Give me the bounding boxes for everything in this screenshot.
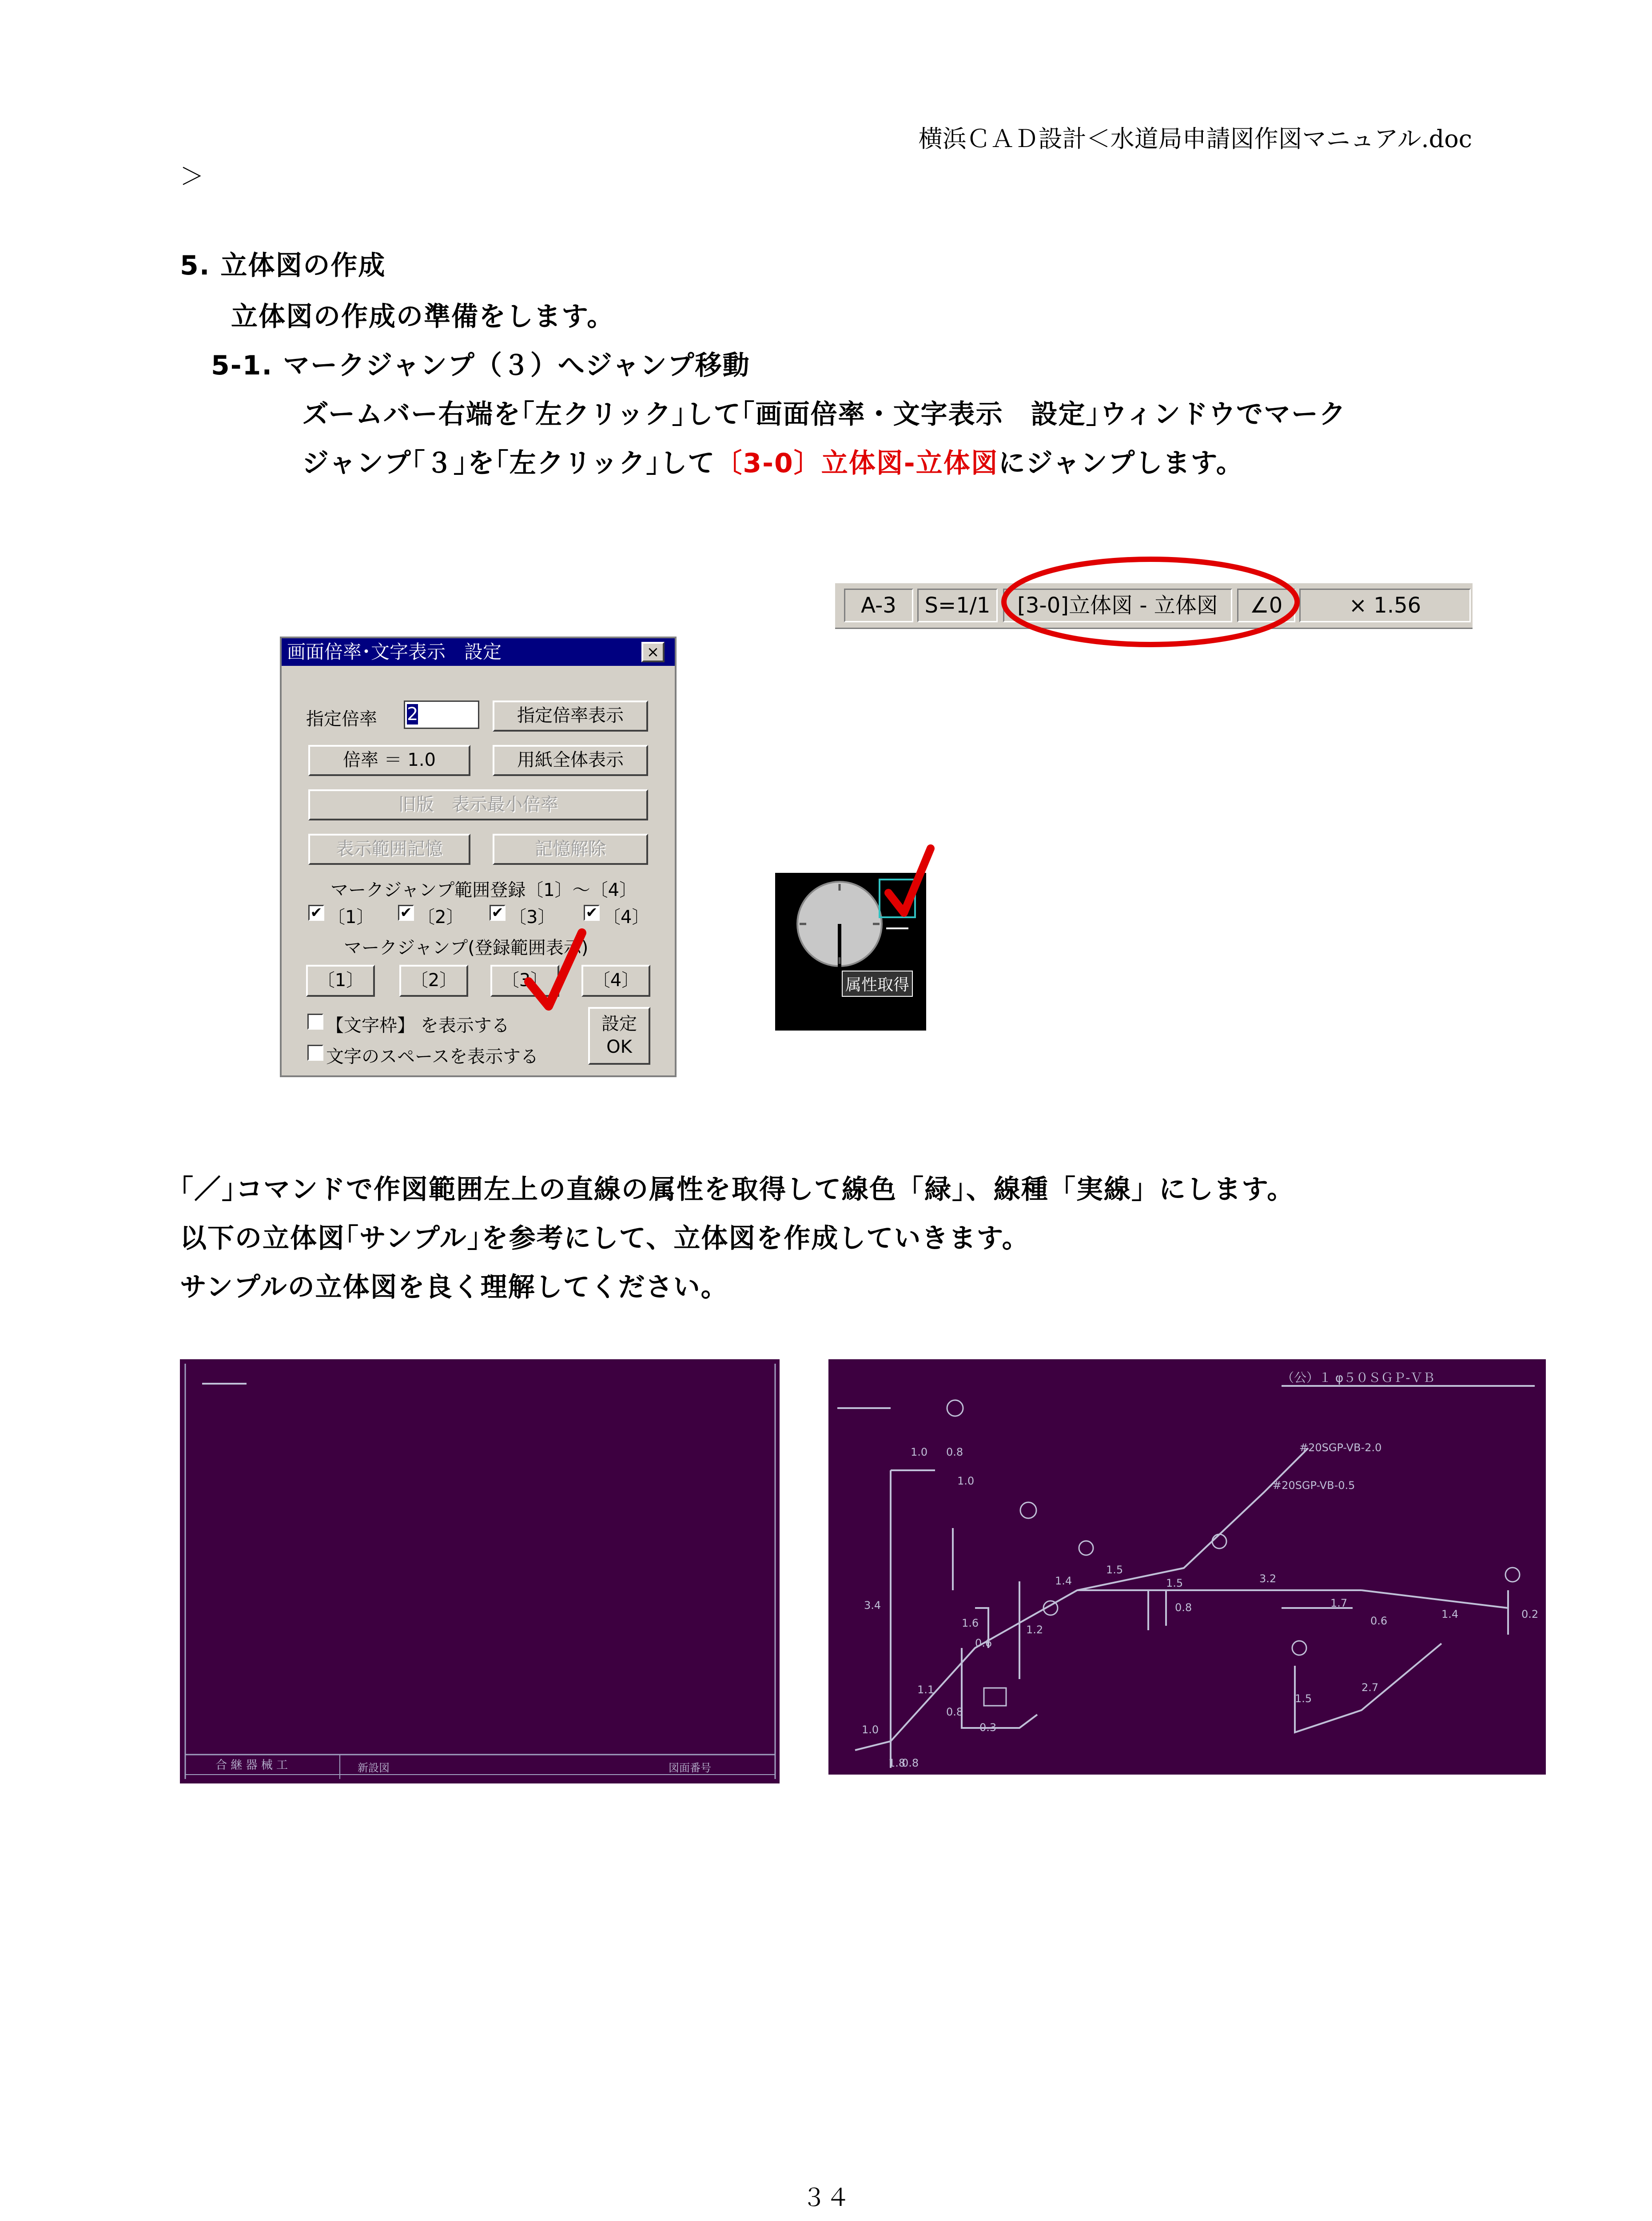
instruction-line-2-start: ジャンプ｢３｣を｢左クリック｣して [302,448,716,479]
dim-22: 0.3 [979,1721,997,1734]
zoom-ratio-cell[interactable]: × 1.56 [1299,589,1471,622]
title-block-label-1: 合 継 器 械 工 [215,1759,288,1772]
angle-cell[interactable]: ∠0 [1237,589,1295,622]
document-title: 横浜ＣＡＤ設計＜水道局申請図作図マニュアル.doc [918,125,1472,153]
clear-memory-button[interactable]: 記憶解除 [493,834,648,865]
show-space-label: 文字のスペースを表示する [326,1047,538,1067]
show-space-checkbox[interactable] [307,1045,323,1061]
pipe-label-3: #20SGP-VB-0.5 [1273,1479,1355,1492]
mark-check-3-label: 〔3〕 [509,907,556,927]
mark-check-1-label: 〔1〕 [327,907,374,927]
save-range-button[interactable]: 表示範囲記憶 [308,834,470,865]
close-icon[interactable]: × [641,642,665,662]
sample-isometric-screenshot [828,1359,1546,1775]
mark-check-4[interactable]: ✔ [584,905,600,921]
dim-6: 1.2 [1026,1624,1043,1636]
mark-check-4-label: 〔4〕 [603,907,650,927]
body-line-3: サンプルの立体図を良く理解してください。 [180,1272,728,1303]
instruction-line-2 [302,442,1244,480]
dim-3: 1.0 [957,1475,975,1487]
empty-drawing-screenshot [180,1359,780,1783]
mark-check-3[interactable]: ✔ [490,905,506,921]
dim-12: 1.7 [1330,1597,1348,1609]
section-intro: 立体図の作成の準備をします。 [231,301,615,332]
ok-button-line1: 設定 [601,1014,637,1034]
ok-button-line2: OK [606,1037,632,1057]
dialog-title: 画面倍率･文字表示 設定 [287,641,502,663]
instruction-line-2-end: にジャンプします。 [998,448,1244,479]
mark-jump-label: マークジャンプ(登録範囲表示) [344,938,589,958]
dim-7: 1.5 [1106,1564,1123,1576]
jump-button-4[interactable]: 〔4〕 [581,965,650,997]
scale-cell[interactable]: S=1/1 [917,589,998,622]
dim-4: 3.4 [864,1599,881,1612]
dim-23: 1.8 [888,1757,906,1769]
dialog-titlebar [282,638,675,666]
pipe-label-2: #20SGP-VB-2.0 [1299,1441,1382,1454]
rate-input[interactable]: 2 [404,701,479,729]
dim-24: 0.8 [902,1757,919,1769]
ok-button[interactable] [588,1007,650,1065]
dim-9: 1.5 [1166,1577,1183,1589]
dim-21: 1.0 [862,1723,879,1736]
dim-19: 1.1 [917,1684,935,1696]
jump-button-1[interactable]: 〔1〕 [306,965,375,997]
show-frame-checkbox[interactable] [307,1014,323,1030]
drawing-frame [180,1359,780,1783]
dim-1: 1.0 [911,1446,928,1458]
dim-10: 0.8 [1175,1601,1192,1614]
dim-14: 1.4 [1441,1608,1459,1620]
check-mark-icon [524,928,586,1017]
section-heading: 5. 立体図の作成 [180,250,386,281]
body-line-1: ｢／｣コマンドで作図範囲左上の直線の属性を取得して線色「緑」、線種「実線」にします。 [180,1174,1295,1205]
dim-20: 0.8 [946,1706,963,1718]
jump-button-3[interactable]: 〔3〕 [490,965,559,997]
dim-13: 0.6 [1370,1615,1388,1627]
dim-8: 1.4 [1055,1575,1072,1587]
paper-view-button[interactable]: 用紙全体表示 [493,745,648,776]
attribute-get-label: 属性取得 [842,971,913,997]
mark-check-2[interactable]: ✔ [398,905,414,921]
jump-target-link: 〔3-0〕立体図-立体図 [715,448,999,479]
dim-2: 0.8 [946,1446,963,1458]
check-mark-icon-2 [884,844,937,924]
continuation-mark: ＞ [180,163,204,191]
show-frame-label: 【文字枠】 を表示する [326,1015,510,1036]
layer-group-cell[interactable]: [3-0]立体図 - 立体図 [1003,589,1232,622]
scale-reset-button[interactable]: 倍率 ＝ 1.0 [308,745,470,776]
instruction-line-1: ズームバー右端を｢左クリック｣して｢画面倍率・文字表示 設定｣ウィンドウでマーク [302,399,1346,430]
min-scale-button[interactable]: 旧版 表示最小倍率 [308,789,648,820]
zoom-text-settings-dialog [280,637,677,1077]
dim-17: 1.5 [1295,1692,1312,1705]
highlight-ellipse [995,553,1306,651]
layer-cell[interactable]: A-3 [844,589,913,622]
mark-range-label: マークジャンプ範囲登録〔1〕～〔4〕 [330,880,637,900]
dim-11: 3.2 [1259,1572,1277,1585]
jump-button-2[interactable]: 〔2〕 [399,965,468,997]
subsection-heading: 5-1. マークジャンプ（３）へジャンプ移動 [211,350,750,381]
dim-18: 0.6 [975,1637,992,1649]
page-number: ３４ [802,2184,850,2212]
title-block-label-2: 新設図 [358,1762,390,1774]
dim-5: 1.6 [962,1617,979,1629]
pipe-spec-label: （公）１ φ５０ＳＧＰ-ＶＢ [1282,1370,1435,1385]
body-line-2: 以下の立体図｢サンプル｣を参考にして、立体図を作成していきます。 [180,1223,1030,1254]
dim-16: 2.7 [1361,1681,1379,1694]
title-block-label-3: 図面番号 [669,1762,711,1774]
apply-rate-button[interactable]: 指定倍率表示 [493,701,648,732]
mark-check-1[interactable]: ✔ [308,905,324,921]
dim-15: 0.2 [1521,1608,1539,1620]
rate-label: 指定倍率 [306,709,377,729]
mark-check-2-label: 〔2〕 [417,907,464,927]
isometric-piping-drawing [828,1359,1546,1775]
